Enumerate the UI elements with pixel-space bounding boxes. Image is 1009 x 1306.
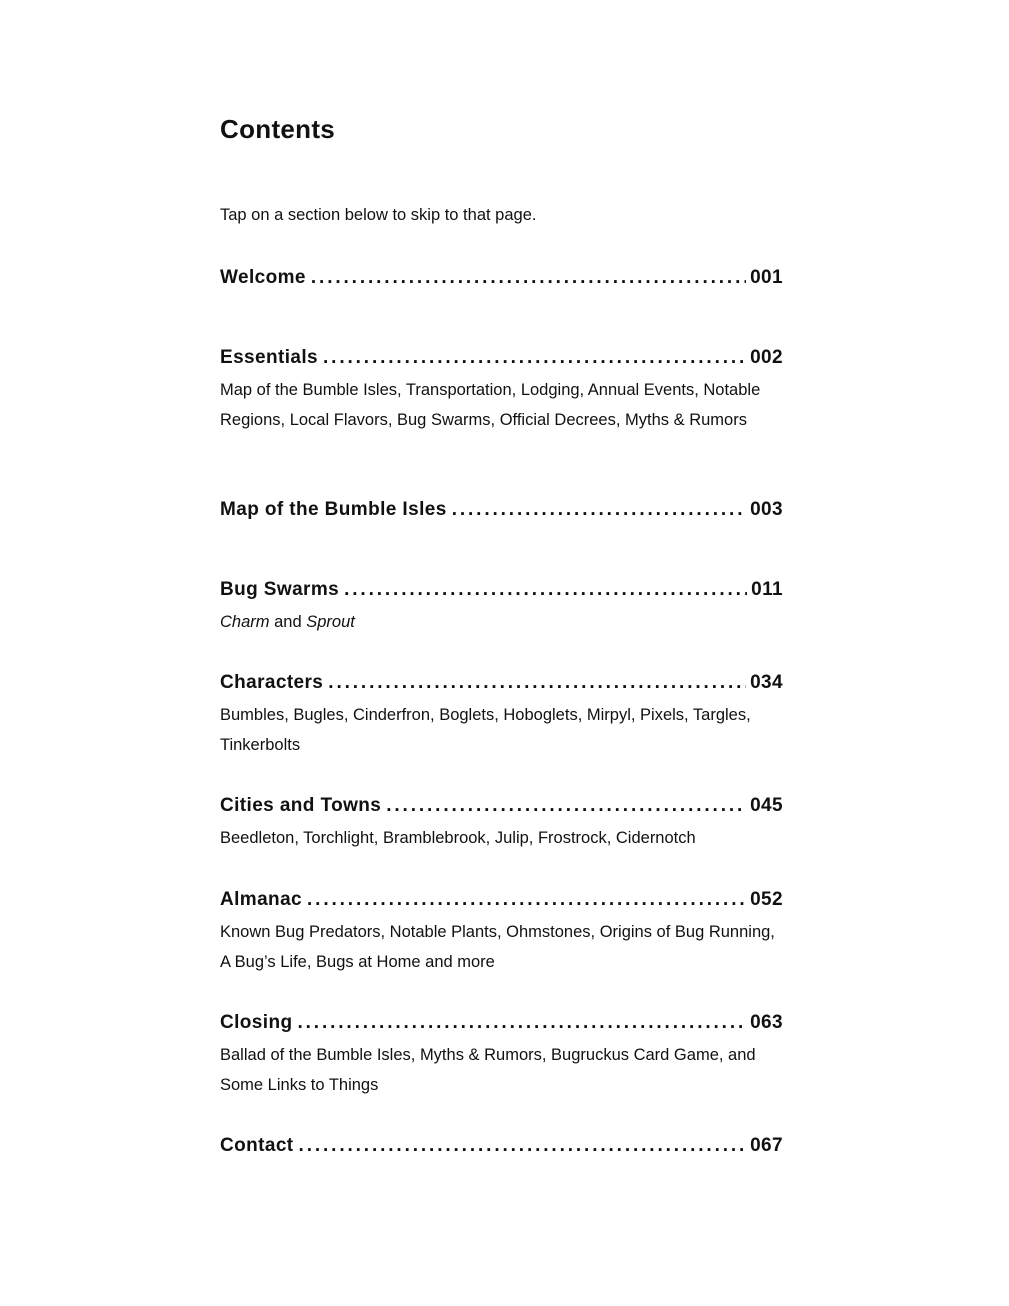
toc-page-number: 003 (750, 499, 783, 520)
dot-leader (311, 265, 746, 291)
toc-entry-essentials[interactable] (220, 345, 783, 435)
dot-leader (297, 1010, 746, 1036)
toc-entry-description (220, 607, 783, 637)
toc-page-number: 063 (750, 1012, 783, 1033)
toc-entry-contact[interactable] (220, 1133, 783, 1159)
toc-entry-cities-and-towns[interactable] (220, 793, 783, 853)
desc-connector: and (269, 613, 307, 631)
toc-page-number: 045 (750, 795, 783, 816)
toc-entry-description: Bumbles, Bugles, Cinderfron, Boglets, Hoboglets, Mirpyl, Pixels, Targles, Tinkerbolts (220, 706, 751, 754)
dot-leader (323, 345, 746, 371)
toc-entry-map[interactable] (220, 497, 783, 523)
toc-page-number: 002 (750, 347, 783, 368)
toc-page-number: 067 (750, 1135, 783, 1156)
toc-entry-description: Beedleton, Torchlight, Bramblebrook, Julip, Frostrock, Cidernotch (220, 829, 696, 847)
desc-italic-sprout: Sprout (306, 613, 355, 631)
toc-entry-bug-swarms[interactable] (220, 577, 783, 637)
toc-page-number: 052 (750, 889, 783, 910)
dot-leader (344, 577, 747, 603)
toc-entry-title: Characters (220, 672, 324, 693)
dot-leader (452, 497, 746, 523)
toc-entry-title: Essentials (220, 347, 318, 368)
toc-entry-characters[interactable] (220, 670, 783, 760)
toc-entry-closing[interactable] (220, 1010, 783, 1100)
desc-italic-charm: Charm (220, 613, 270, 631)
toc-entry-description: Map of the Bumble Isles, Transportation, Lodging, Annual Events, Notable Regions, Local Flavors, Bug Swarms, Official Decrees, Myths & Rumors (220, 381, 761, 429)
toc-page-number: 011 (751, 579, 783, 600)
toc-entry-title: Contact (220, 1135, 294, 1156)
toc-entry-description: Known Bug Predators, Notable Plants, Ohmstones, Origins of Bug Running, A Bug’s Life, Bugs at Home and more (220, 923, 775, 971)
toc-entry-welcome[interactable] (220, 265, 783, 291)
toc-page-number: 001 (750, 267, 783, 288)
toc-entry-title: Welcome (220, 267, 306, 288)
toc-entry-title: Cities and Towns (220, 795, 382, 816)
toc-page-number: 034 (750, 672, 783, 693)
toc-entry-title: Closing (220, 1012, 293, 1033)
dot-leader (299, 1133, 747, 1159)
toc-entry-title: Map of the Bumble Isles (220, 499, 447, 520)
dot-leader (386, 793, 746, 819)
intro-text: Tap on a section below to skip to that page. (220, 206, 537, 224)
toc-entry-almanac[interactable] (220, 887, 783, 977)
toc-entry-title: Almanac (220, 889, 303, 910)
toc-entry-description: Ballad of the Bumble Isles, Myths & Rumors, Bugruckus Card Game, and Some Links to Things (220, 1046, 756, 1094)
dot-leader (328, 670, 746, 696)
page-title: Contents (220, 114, 336, 144)
toc-entry-title: Bug Swarms (220, 579, 340, 600)
dot-leader (307, 887, 746, 913)
